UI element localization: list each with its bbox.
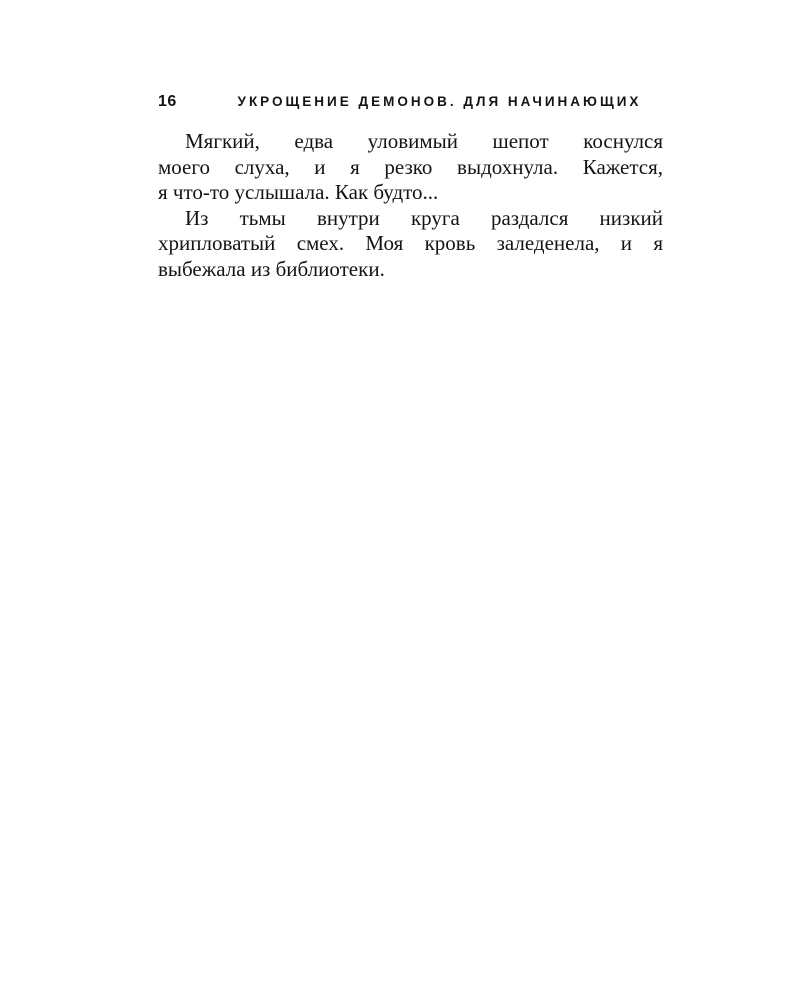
paragraph-line: я что-то услышала. Как будто...	[158, 180, 439, 204]
paragraph-line: хрипловатый смех. Моя кровь заледенела, и я	[158, 231, 663, 255]
page-number: 16	[158, 93, 177, 110]
page-header	[158, 93, 663, 111]
body-text	[158, 129, 663, 282]
paragraph-line: Из тьмы внутри круга раздался низкий	[185, 205, 663, 230]
paragraph-line: выбежала из библиотеки.	[158, 256, 385, 281]
running-head-title: УКРОЩЕНИЕ ДЕМОНОВ. ДЛЯ НАЧИНАЮЩИХ	[237, 94, 642, 109]
paragraph-line: моего слуха, и я резко выдохнула. Кажется,	[158, 154, 663, 179]
paragraph-line: Мягкий, едва уловимый шепот коснулся	[185, 129, 663, 153]
paragraph	[158, 129, 663, 206]
paragraph	[158, 206, 663, 283]
